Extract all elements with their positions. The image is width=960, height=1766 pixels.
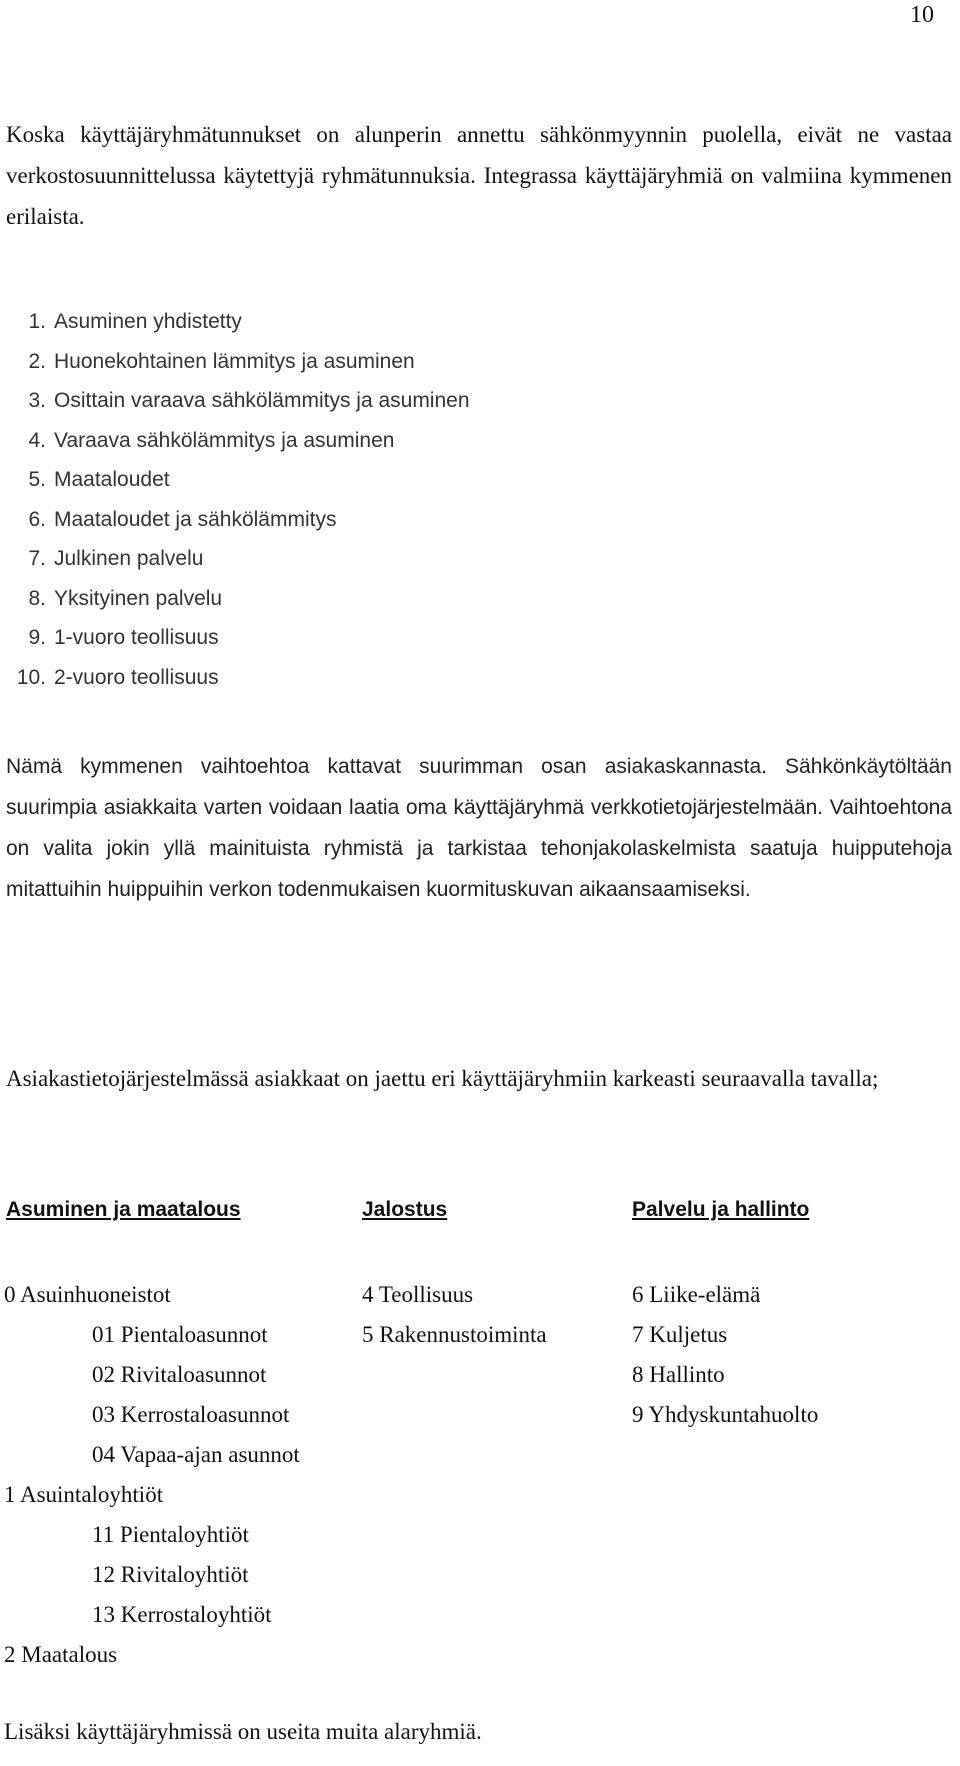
- page-number: 10: [910, 2, 934, 28]
- user-group-list: [6, 302, 470, 697]
- list-item: 6 Liike-elämä: [632, 1282, 761, 1307]
- list-item: [6, 460, 470, 500]
- list-number: 2.: [28, 349, 46, 373]
- list-number: 1.: [28, 310, 46, 333]
- list-item: [6, 421, 470, 461]
- list-label: 2-vuoro teollisuus: [54, 665, 219, 689]
- description-paragraph: Nämä kymmenen vaihtoehtoa kattavat suurimman osan asiakaskannasta. Sähkönkäytöltään suurimpia asiakkaita varten voidaan laatia oma käyttäjäryhmä verkkotietojärjestelmään. Vaihtoehtona on valita jokin yllä mainituista ryhmistä ja tarkistaa tehonjakolaskelmista saatuja huipputehoja mitattuihin huippuihin verkon todenmukaisen kuormituskuvan aikaansaamiseksi.: [6, 755, 952, 901]
- list-item: 4 Teollisuus: [362, 1282, 474, 1307]
- list-item: 11 Pientaloyhtiöt: [92, 1522, 249, 1547]
- list-item: 01 Pientaloasunnot: [92, 1322, 268, 1347]
- list-label: Osittain varaava sähkölämmitys ja asuminen: [54, 389, 470, 412]
- list-label: Maataloudet ja sähkölämmitys: [54, 507, 337, 531]
- list-item: [6, 342, 470, 382]
- list-label: 1-vuoro teollisuus: [54, 626, 219, 649]
- list-item: 9 Yhdyskuntahuolto: [632, 1402, 819, 1427]
- list-number: 10.: [16, 665, 46, 689]
- classification-intro: Asiakastietojärjestelmässä asiakkaat on jaettu eri käyttäjäryhmiin karkeasti seuraavalla tavalla;: [6, 1066, 879, 1091]
- housing-column: [4, 1275, 300, 1675]
- intro-paragraph: Koska käyttäjäryhmätunnukset on alunperin annettu sähkönmyynnin puolella, eivät ne vastaa verkostosuunnittelussa käytettyjä ryhmätunnuksia. Integrassa käyttäjäryhmiä on valmiina kymmenen erilaista.: [6, 122, 952, 229]
- list-item: 12 Rivitaloyhtiöt: [92, 1562, 249, 1587]
- list-item: 7 Kuljetus: [632, 1322, 728, 1347]
- list-item: [6, 302, 470, 342]
- processing-column: [362, 1275, 547, 1355]
- list-number: 5.: [28, 468, 46, 491]
- list-item: 04 Vapaa-ajan asunnot: [92, 1442, 300, 1467]
- services-column: [632, 1275, 818, 1435]
- list-item: 02 Rivitaloasunnot: [92, 1362, 267, 1387]
- list-label: Asuminen yhdistetty: [54, 310, 242, 333]
- column-heading-housing: Asuminen ja maatalous: [6, 1198, 241, 1221]
- list-item: 5 Rakennustoiminta: [362, 1322, 547, 1347]
- list-number: 8.: [28, 586, 46, 610]
- list-label: Huonekohtainen lämmitys ja asuminen: [54, 349, 415, 373]
- list-label: Yksityinen palvelu: [54, 586, 223, 610]
- list-item: [6, 579, 470, 619]
- list-item: [6, 618, 470, 658]
- list-label: Varaava sähkölämmitys ja asuminen: [54, 428, 395, 452]
- list-item: [6, 658, 470, 698]
- list-number: 7.: [28, 547, 46, 570]
- column-heading-services: Palvelu ja hallinto: [632, 1198, 810, 1221]
- list-item: 03 Kerrostaloasunnot: [92, 1402, 290, 1427]
- list-item: 1 Asuintaloyhtiöt: [4, 1482, 164, 1507]
- list-label: Maataloudet: [54, 468, 170, 491]
- column-heading-processing: Jalostus: [362, 1198, 448, 1221]
- list-number: 4.: [28, 428, 46, 452]
- list-item: [6, 500, 470, 540]
- list-item: 0 Asuinhuoneistot: [4, 1282, 171, 1307]
- list-number: 3.: [28, 389, 46, 412]
- list-item: 2 Maatalous: [4, 1642, 118, 1667]
- list-item: 8 Hallinto: [632, 1362, 725, 1387]
- list-number: 9.: [28, 626, 46, 649]
- footer-note: Lisäksi käyttäjäryhmissä on useita muita alaryhmiä.: [4, 1719, 482, 1744]
- list-item: 13 Kerrostaloyhtiöt: [92, 1602, 272, 1627]
- list-item: [6, 381, 470, 421]
- list-item: [6, 539, 470, 579]
- list-label: Julkinen palvelu: [54, 547, 204, 570]
- list-number: 6.: [28, 507, 46, 531]
